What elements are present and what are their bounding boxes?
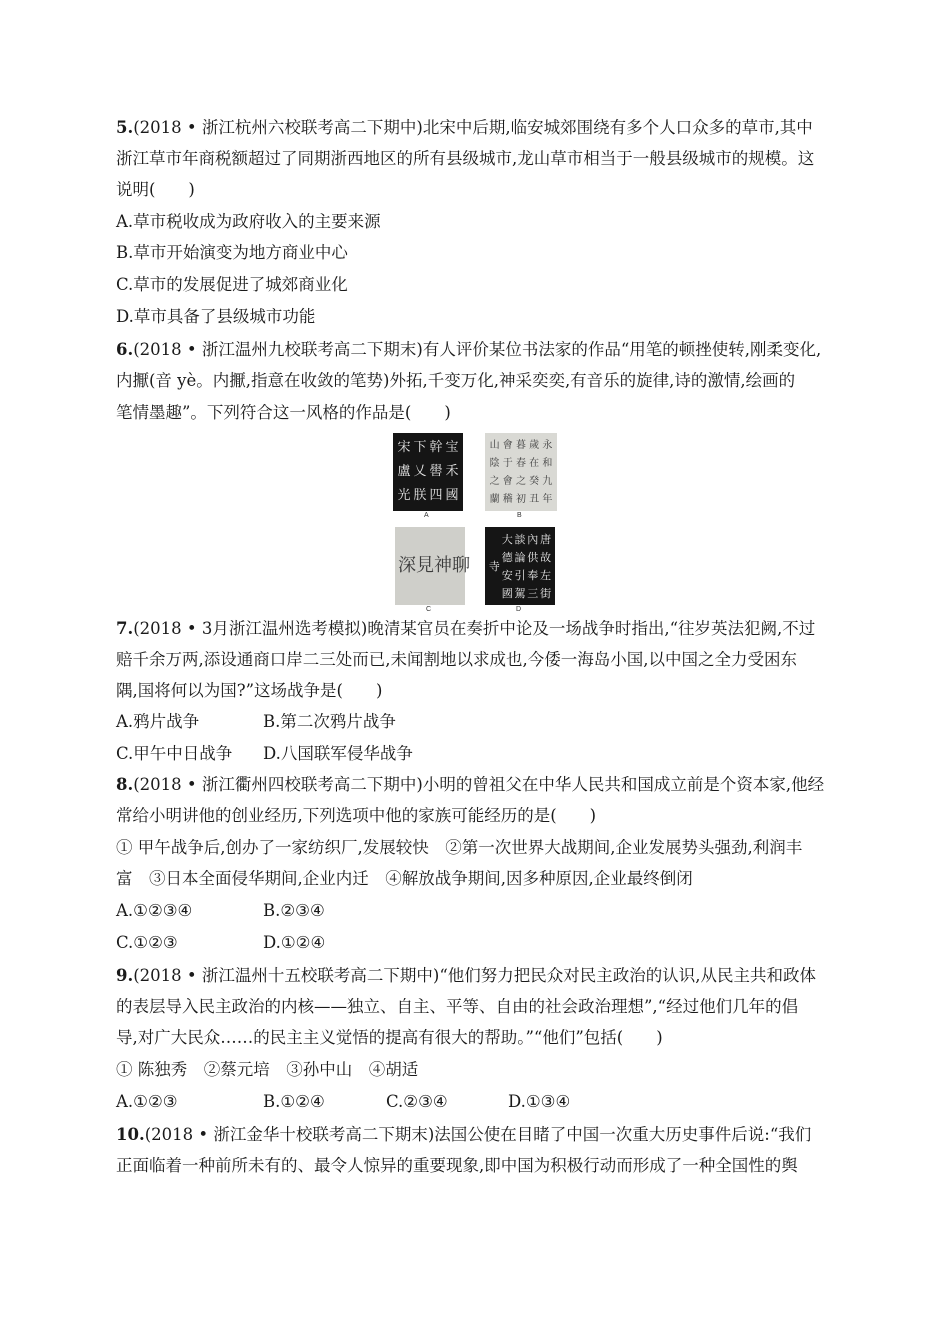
q8-stem-line-2: 常给小明讲他的创业经历,下列选项中他的家族可能经历的是( ): [116, 806, 597, 825]
q9-stem-line-4: ① 陈独秀 ②蔡元培 ③孙中山 ④胡适: [116, 1060, 419, 1079]
calligraphy-d-col: [527, 530, 538, 602]
calligraphy-image-c: [395, 527, 470, 605]
q6-stem-line-1: 6.(2018 • 浙江温州九校联考高二下期末)有人评价某位书法家的作品“用笔的顿挫使转,刚柔变化,: [116, 340, 822, 359]
calligraphy-character: 于: [502, 457, 513, 469]
q9-stem-line-1: 9.(2018 • 浙江温州十五校联考高二下期中)“他们努力把民众对民主政治的认识,从民主共和政体: [116, 966, 817, 985]
caption-d-area: [485, 605, 555, 617]
q9-option-d: D.①③④: [508, 1092, 571, 1111]
calligraphy-d-col: [502, 530, 513, 602]
calligraphy-character: 聊: [452, 555, 470, 576]
q8-number: 8.: [116, 775, 134, 794]
q5-option-a: A.草市税收成为政府收入的主要来源: [116, 212, 381, 231]
calligraphy-a-col: [429, 436, 442, 508]
q7-stem-line-3: 隅,国将何以为国?”这场战争是( ): [116, 681, 383, 700]
calligraphy-character: 內: [527, 532, 539, 546]
calligraphy-character: 神: [434, 555, 452, 576]
calligraphy-character: 會: [502, 475, 513, 487]
calligraphy-b-col: [529, 436, 539, 508]
caption-d: D: [516, 606, 522, 613]
calligraphy-b-col: [503, 436, 513, 508]
calligraphy-character: 宋: [397, 440, 411, 455]
q8-stem-line-4: 富 ③日本全面侵华期间,企业内迁 ④解放战争期间,因多种原因,企业最终倒闭: [116, 869, 693, 888]
calligraphy-character: 禾: [445, 464, 459, 479]
q5-number: 5.: [116, 118, 134, 137]
calligraphy-c-text: [398, 530, 470, 602]
calligraphy-character: 暮: [515, 439, 526, 451]
calligraphy-c-col: [398, 530, 416, 602]
q5-option-d: D.草市具备了县级城市功能: [116, 307, 316, 326]
calligraphy-image-d: [485, 527, 555, 605]
calligraphy-d-col: [540, 530, 551, 602]
calligraphy-d-col: [489, 530, 500, 602]
q7-option-a: A.鸦片战争: [116, 712, 200, 731]
q9-option-b: B.①②④: [263, 1092, 325, 1111]
caption-b-area: [485, 511, 557, 523]
calligraphy-character: 年: [542, 493, 553, 505]
calligraphy-c-col: [452, 530, 470, 602]
calligraphy-character: 國: [445, 488, 459, 503]
q8-option-b: B.②③④: [263, 901, 325, 920]
caption-a-area: [393, 511, 463, 523]
q8-stem-line-1: 8.(2018 • 浙江衢州四校联考高二下期中)小明的曾祖父在中华人民共和国成立前是个资本家,他经: [116, 775, 825, 794]
calligraphy-character: 街: [540, 586, 552, 600]
calligraphy-character: 光: [397, 488, 411, 503]
q10-stem-line-2: 正面临着一种前所未有的、最令人惊异的重要现象,即中国为积极行动而形成了一种全国性的舆: [116, 1156, 798, 1175]
calligraphy-character: 寺: [488, 559, 500, 573]
caption-c-area: [395, 605, 465, 617]
calligraphy-character: 安: [501, 568, 513, 582]
calligraphy-character: 陰: [489, 457, 500, 469]
q7-stem-line-2: 赔千余万两,添设通商口岸二三处而已,未闻割地以求成也,今倭一海岛小国,以中国之全力受困东: [116, 650, 797, 669]
calligraphy-character: 宝: [445, 440, 459, 455]
q9-number: 9.: [116, 966, 134, 985]
caption-b: B: [517, 512, 522, 519]
calligraphy-character: 之: [489, 475, 500, 487]
calligraphy-character: 下: [413, 440, 427, 455]
calligraphy-b-col: [516, 436, 526, 508]
q8-option-c: C.①②③: [116, 933, 178, 952]
q7-option-c: C.甲午中日战争: [116, 744, 233, 763]
calligraphy-character: 左: [540, 568, 552, 582]
calligraphy-character: 三: [527, 586, 539, 600]
q8-option-a: A.①②③④: [116, 901, 193, 920]
calligraphy-image-a: [393, 433, 463, 511]
q5-option-c: C.草市的发展促进了城郊商业化: [116, 275, 348, 294]
caption-c: C: [426, 606, 432, 613]
calligraphy-a-text: [396, 436, 460, 508]
q7-number: 7.: [116, 619, 134, 638]
q8-option-d: D.①②④: [263, 933, 326, 952]
calligraphy-a-col: [413, 436, 426, 508]
calligraphy-character: 歲: [529, 439, 540, 451]
q10-number: 10.: [116, 1125, 145, 1144]
calligraphy-character: 見: [416, 555, 434, 576]
calligraphy-character: 奉: [527, 568, 539, 582]
q8-stem-line-3: ① 甲午战争后,创办了一家纺织厂,发展较快 ②第一次世界大战期间,企业发展势头强劲,利润丰: [116, 838, 803, 857]
calligraphy-character: 故: [540, 550, 552, 564]
calligraphy-character: 深: [398, 555, 416, 576]
calligraphy-character: 乂: [413, 464, 427, 479]
calligraphy-character: 之: [515, 475, 526, 487]
caption-a: A: [424, 512, 429, 519]
q5-stem-line-2: 浙江草市年商税额超过了同期浙西地区的所有县级城市,龙山草市相当于一般县级城市的规模。这: [116, 149, 815, 168]
calligraphy-character: 論: [514, 550, 526, 564]
q6-stem-line-2: 内擫(音 yè。内擫,指意在收敛的笔势)外拓,千变万化,神采奕奕,有音乐的旋律,诗的激情,绘画的: [116, 371, 796, 390]
calligraphy-character: 會: [502, 439, 513, 451]
calligraphy-character: 癸: [529, 475, 540, 487]
q7-stem-line-1: 7.(2018 • 3月浙江温州选考模拟)晚清某官员在奏折中论及一场战争时指出,“往岁英法犯阙,不过: [116, 619, 816, 638]
calligraphy-character: 嚳: [429, 464, 443, 479]
q9-option-a: A.①②③: [116, 1092, 178, 1111]
q6-stem-line-3: 笔情墨趣”。下列符合这一风格的作品是( ): [116, 403, 451, 422]
calligraphy-character: 德: [501, 550, 513, 564]
calligraphy-character: 稽: [502, 493, 513, 505]
calligraphy-character: 永: [542, 439, 553, 451]
calligraphy-character: 蘭: [489, 493, 500, 505]
calligraphy-character: 大: [501, 532, 513, 546]
calligraphy-image-b: [485, 433, 557, 511]
calligraphy-character: 春: [515, 457, 526, 469]
calligraphy-character: 在: [529, 457, 540, 469]
calligraphy-character: 唐: [540, 532, 552, 546]
calligraphy-a-col: [397, 436, 410, 508]
q9-stem-line-2: 的表层导入民主政治的内核——独立、自主、平等、自由的社会政治理想”,“经过他们几年的倡: [116, 997, 799, 1016]
calligraphy-a-col: [445, 436, 458, 508]
calligraphy-character: 山: [489, 439, 500, 451]
calligraphy-b-col: [490, 436, 500, 508]
calligraphy-character: 國: [501, 586, 513, 600]
calligraphy-character: 盧: [397, 464, 411, 479]
q7-option-d: D.八国联军侵华战争: [263, 744, 413, 763]
calligraphy-d-col: [514, 530, 525, 602]
q10-stem-line-1: 10.(2018 • 浙江金华十校联考高二下期末)法国公使在目睹了中国一次重大历史事件后说:“我们: [116, 1125, 812, 1144]
calligraphy-character: 丑: [529, 493, 540, 505]
calligraphy-c-col: [416, 530, 434, 602]
calligraphy-b-text: [488, 436, 554, 508]
calligraphy-d-text: [488, 530, 552, 602]
calligraphy-c-col: [434, 530, 452, 602]
calligraphy-character: 供: [527, 550, 539, 564]
calligraphy-character: 九: [542, 475, 553, 487]
q9-option-c: C.②③④: [386, 1092, 448, 1111]
calligraphy-character: 駕: [514, 586, 526, 600]
calligraphy-character: 初: [515, 493, 526, 505]
q7-option-b: B.第二次鸦片战争: [263, 712, 396, 731]
calligraphy-character: 四: [429, 488, 443, 503]
q5-option-b: B.草市开始演变为地方商业中心: [116, 243, 348, 262]
calligraphy-character: 幹: [429, 440, 443, 455]
calligraphy-character: 引: [514, 568, 526, 582]
q6-number: 6.: [116, 340, 134, 359]
calligraphy-character: 朕: [413, 488, 427, 503]
q5-stem-line-3: 说明( ): [116, 180, 195, 199]
calligraphy-character: 談: [514, 532, 526, 546]
calligraphy-b-col: [542, 436, 552, 508]
q5-stem-line-1: 5.(2018 • 浙江杭州六校联考高二下期中)北宋中后期,临安城郊围绕有多个人口众多的草市,其中: [116, 118, 813, 137]
q9-stem-line-3: 导,对广大民众……的民主主义觉悟的提高有很大的帮助。”“他们”包括( ): [116, 1028, 663, 1047]
calligraphy-character: 和: [542, 457, 553, 469]
